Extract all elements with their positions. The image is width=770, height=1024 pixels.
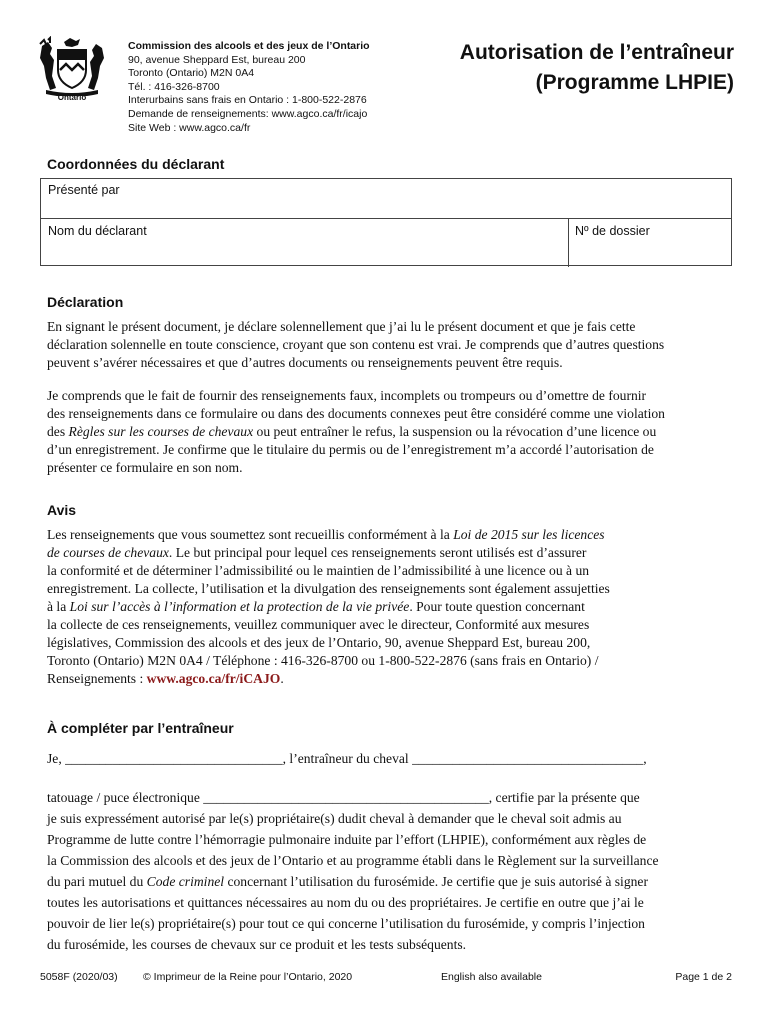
text-line: toutes les autorisations et quittances nécessaires au nom du ou des propriétaires. Je certifie en outre que j’ai le [47,895,644,910]
criminal-code-title: Code criminel [146,874,225,889]
agency-name: Commission des alcools et des jeux de l’Ontario [128,40,370,52]
file-number-label: Nº de dossier [575,224,650,238]
page-footer [40,971,732,987]
declarant-name-label: Nom du déclarant [48,224,147,238]
text-line: Toronto (Ontario) M2N 0A4 / Téléphone : 416-326-8700 ou 1-800-522-2876 (sans frais en Ontario) / [47,653,599,668]
agency-address-line1: 90, avenue Sheppard Est, bureau 200 [128,53,306,66]
text-line: En signant le présent document, je déclare solennellement que j’ai lu le présent document et que je fais cette [47,319,636,334]
text-line: de courses de chevaux. Le but principal pour lequel ces renseignements seront utilisés est d’assurer [47,545,587,560]
text-line: Les renseignements que vous soumettez sont recueillis conformément à la Loi de 2015 sur les licences [47,527,605,542]
text-line: Renseignements : www.agco.ca/fr/iCAJO. [47,671,284,686]
text-line: du pari mutuel du Code criminel concernant l’utilisation du furosémide. Je certifie que je suis autorisé à signer [47,874,648,889]
trainer-name-line: Je, ________________________________, l’entraîneur du cheval __________________________________, [47,751,647,766]
text-line: enregistrement. La collecte, l’utilisation et la divulgation des renseignements sont également assujetties [47,581,610,596]
english-available: English also available [441,971,542,983]
form-title-line2: (Programme LHPIE) [535,71,734,94]
form-code: 5058F (2020/03) [40,971,118,983]
declaration-paragraph-1 [47,318,737,372]
text-line: des Règles sur les courses de chevaux ou peut entraîner le refus, la suspension ou la révocation d’une licence ou [47,424,657,439]
presented-by-field[interactable] [41,179,731,219]
agency-toll-free: Interurbains sans frais en Ontario : 1-800-522-2876 [128,94,367,107]
declarant-name-field[interactable] [41,219,568,267]
horse-name-blank[interactable]: __________________________________ [412,751,644,766]
presented-by-label: Présenté par [48,183,120,197]
trainer-section-heading: À compléter par l’entraîneur [47,720,234,736]
form-title [418,38,734,98]
trainer-certification-paragraph [47,787,737,955]
agency-phone: Tél. : 416-326-8700 [128,80,220,93]
text-line: je suis expressément autorisé par le(s) propriétaire(s) dudit cheval à demander que le cheval soit admis au [47,811,622,826]
text-line: présenter ce formulaire en son nom. [47,460,243,475]
agency-requests: Demande de renseignements: www.agco.ca/fr/icajo [128,107,368,120]
text-line: Je comprends que le fait de fournir des renseignements faux, incomplets ou trompeurs ou d’omettre de fournir [47,388,647,403]
agency-address-line2: Toronto (Ontario) M2N 0A4 [128,67,255,80]
text-line: d’un enregistrement. Je confirme que le titulaire du permis ou de l’enregistrement m’a accordé l’autorisation de [47,442,654,457]
text-line: la collecte de ces renseignements, veuillez communiquer avec le directeur, Conformité aux mesures [47,617,590,632]
trainer-name-blank[interactable]: ________________________________ [65,751,283,766]
agency-contact-block [128,40,418,135]
declarant-info-table [40,178,732,266]
text-segment: Je, [47,751,66,766]
copyright: © Imprimeur de la Reine pour l’Ontario, 2020 [143,971,353,983]
text-line: la conformité et de déterminer l’admissibilité ou le maintien de l’admissibilité à une licence ou à un [47,563,590,578]
text-line: déclaration solennelle en toute conscience, croyant que son contenu est vrai. Je comprends que d’autres questions [47,337,665,352]
text-line: la Commission des alcools et des jeux de l’Ontario et au programme établi dans le Règlement sur la surveillance [47,853,659,868]
notice-paragraph [47,526,737,688]
text-line: des renseignements dans ce formulaire ou dans des documents connexes peut être considéré comme une violation [47,406,665,421]
text-segment: tatouage / puce électronique [47,790,204,805]
text-line: Programme de lutte contre l’hémorragie pulmonaire induite par l’effort (LHPIE), conformément aux règles de [47,832,647,847]
text-line: à la Loi sur l’accès à l’information et la protection de la vie privée. Pour toute question concernant [47,599,585,614]
icajo-link[interactable]: www.agco.ca/fr/iCAJO [146,671,281,686]
tattoo-chip-blank[interactable]: __________________________________________ [203,790,489,805]
form-title-line1: Autorisation de l’entraîneur [459,41,734,64]
logo-label: Ontario [57,93,87,102]
agency-website: Site Web : www.agco.ca/fr [128,121,251,134]
declaration-paragraph-2 [47,387,737,477]
notice-heading: Avis [47,502,77,518]
text-line: pouvoir de lier le(s) propriétaire(s) pour tout ce qui concerne l’utilisation du furosémide, y compris l’injection [47,916,645,931]
file-number-field[interactable] [569,219,731,267]
text-segment: , l’entraîneur du cheval [282,751,413,766]
rules-title: Règles sur les courses de chevaux [68,424,254,439]
page-number: Page 1 de 2 [675,971,732,983]
text-line: peuvent s’avérer nécessaires et que d’autres documents ou renseignements peuvent être requis. [47,355,563,370]
text-line: du furosémide, les courses de chevaux sur ce produit et les tests subséquents. [47,937,467,952]
declarant-section-heading: Coordonnées du déclarant [47,156,225,172]
declaration-heading: Déclaration [47,294,124,310]
text-line: législatives, Commission des alcools et des jeux de l’Ontario, 90, avenue Sheppard Est, bureau 200, [47,635,591,650]
text-segment: , certifie par la présente que [488,790,640,805]
coat-of-arms-icon [36,36,108,96]
